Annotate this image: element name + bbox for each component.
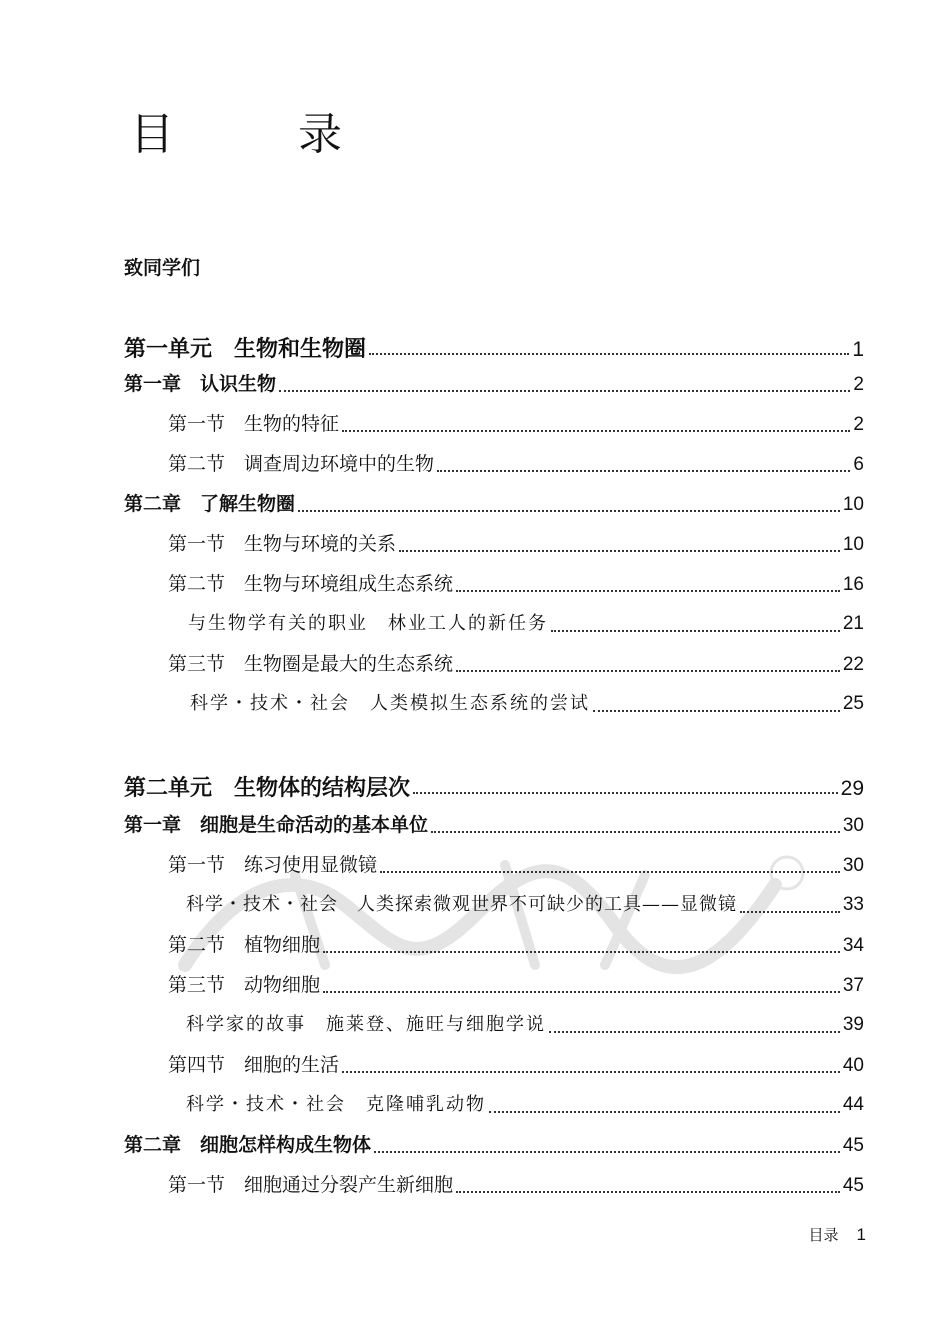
entry-page: 21 [842,613,864,634]
entry-label: 第一节 生物与环境的关系 [168,533,397,555]
toc-section[interactable] [0,1050,950,1082]
dot-leader [549,1031,840,1033]
entry-page: 34 [842,935,864,956]
entry-label: 科学家的故事 施莱登、施旺与细胞学说 [186,1014,546,1035]
toc-chapter[interactable] [0,369,950,401]
entry-page: 2 [853,414,864,435]
dot-leader [413,792,838,794]
dot-leader [551,630,840,632]
entry-label: 第一节 练习使用显微镜 [168,854,378,876]
entry-label: 第二节 调查周边环境中的生物 [168,453,435,475]
dot-leader [342,1071,840,1073]
entry-page: 6 [853,454,864,475]
preface-heading: 致同学们 [124,257,201,279]
dot-leader [374,1151,840,1153]
footer-label: 目录 [808,1226,839,1244]
entry-page: 44 [842,1094,864,1115]
dot-leader [456,590,840,592]
entry-label: 第二章 了解生物圈 [124,493,296,515]
entry-label: 第二节 植物细胞 [168,934,321,956]
entry-page: 30 [842,815,864,836]
entry-page: 33 [842,894,864,915]
dot-leader [399,550,840,552]
toc-extra-reading[interactable] [0,689,950,721]
entry-label: 第二章 细胞怎样构成生物体 [124,1134,372,1156]
toc-section[interactable] [0,850,950,882]
toc-section[interactable] [0,409,950,441]
toc-extra-reading[interactable] [0,609,950,641]
entry-label: 第一章 细胞是生命活动的基本单位 [124,814,429,836]
page-number: 1 [856,1225,866,1244]
toc-unit-1[interactable] [0,332,950,364]
entry-page: 37 [842,975,864,996]
entry-label: 第一章 认识生物 [124,373,277,395]
page-title: 目 录 [130,109,382,160]
dot-leader [323,991,840,993]
entry-label: 第一节 细胞通过分裂产生新细胞 [168,1174,454,1196]
entry-page: 22 [842,654,864,675]
dot-leader [431,831,840,833]
entry-label: 科学・技术・社会 克隆哺乳动物 [186,1094,486,1115]
toc-section[interactable] [0,970,950,1002]
dot-leader [489,1111,840,1113]
dot-leader [323,951,840,953]
toc-chapter[interactable] [0,1130,950,1162]
entry-page: 29 [840,777,864,800]
dot-leader [740,911,840,913]
toc-unit-2[interactable] [0,771,950,803]
entry-page: 40 [842,1055,864,1076]
entry-label: 第四节 细胞的生活 [168,1054,340,1076]
entry-label: 第一节 生物的特征 [168,413,340,435]
dot-leader [380,871,840,873]
dot-leader [279,390,850,392]
toc-section[interactable] [0,529,950,561]
entry-label: 第一单元 生物和生物圈 [124,336,367,362]
dot-leader [593,710,840,712]
entry-page: 16 [842,574,864,595]
entry-page: 30 [842,855,864,876]
dot-leader [298,510,840,512]
entry-label: 第三节 生物圈是最大的生态系统 [168,653,454,675]
entry-page: 39 [842,1014,864,1035]
dot-leader [342,430,850,432]
entry-page: 1 [852,338,864,361]
entry-page: 10 [842,494,864,515]
dot-leader [456,670,840,672]
entry-page: 2 [853,374,864,395]
toc-section[interactable] [0,569,950,601]
entry-label: 第三节 动物细胞 [168,974,321,996]
page-footer [809,1224,866,1245]
entry-page: 45 [842,1135,864,1156]
toc-extra-reading[interactable] [0,890,950,922]
toc-section[interactable] [0,930,950,962]
toc-chapter[interactable] [0,810,950,842]
dot-leader [369,353,849,355]
entry-label: 第二单元 生物体的结构层次 [124,775,411,801]
dot-leader [456,1191,840,1193]
entry-label: 第二节 生物与环境组成生态系统 [168,573,454,595]
entry-page: 10 [842,534,864,555]
entry-page: 25 [842,693,864,714]
dot-leader [437,470,850,472]
toc-chapter[interactable] [0,489,950,521]
toc-section[interactable] [0,649,950,681]
entry-label: 与生物学有关的职业 林业工人的新任务 [188,613,548,634]
toc-extra-reading[interactable] [0,1090,950,1122]
entry-label: 科学・技术・社会 人类探索微观世界不可缺少的工具——显微镜 [186,894,737,915]
toc-section[interactable] [0,1170,950,1202]
toc-section[interactable] [0,449,950,481]
toc-extra-reading[interactable] [0,1010,950,1042]
entry-page: 45 [842,1175,864,1196]
entry-label: 科学・技术・社会 人类模拟生态系统的尝试 [190,693,590,714]
